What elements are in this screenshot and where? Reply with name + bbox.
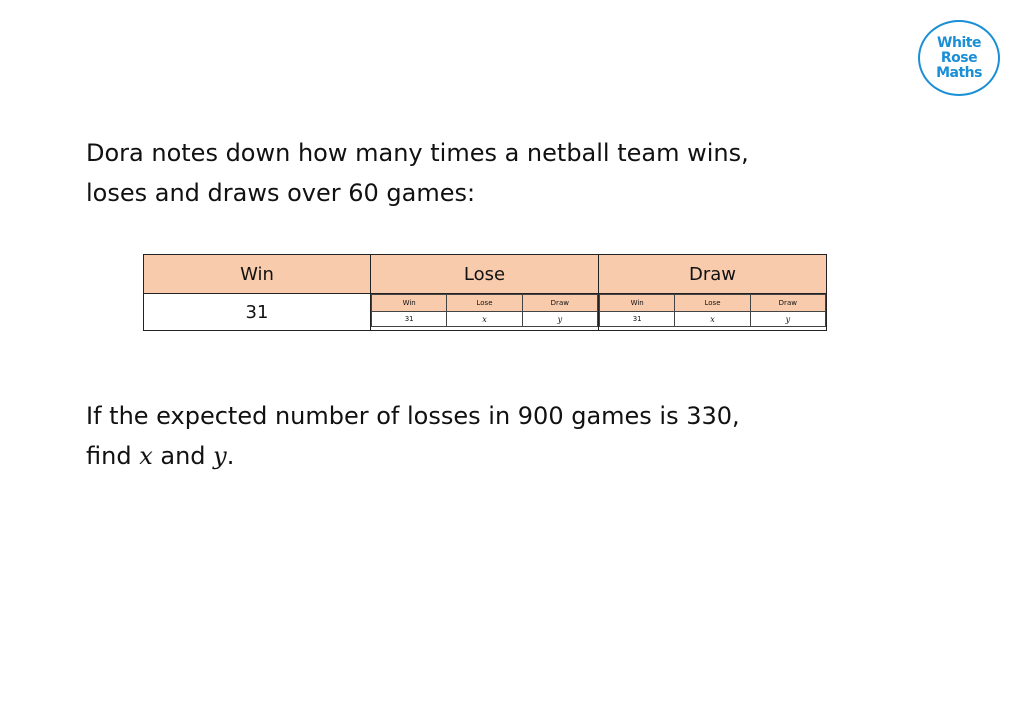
header-draw: Draw	[599, 255, 827, 294]
mini-2-header-draw: Draw	[750, 295, 825, 312]
variable-y: y	[213, 442, 227, 470]
draw-cell	[599, 294, 827, 331]
mini-table-1	[371, 294, 598, 327]
header-win: Win	[144, 255, 371, 294]
mini-2-header-lose: Lose	[675, 295, 750, 312]
intro-line-1: Dora notes down how many times a netball team wins,	[86, 139, 749, 167]
header-lose: Lose	[371, 255, 599, 294]
question-line-2-mid: and	[152, 442, 214, 470]
intro-line-2: loses and draws over 60 games:	[86, 179, 476, 207]
win-value: 31	[144, 294, 371, 331]
question-line-2-end: .	[226, 442, 235, 470]
mini-2-value-draw	[750, 312, 825, 327]
variable-x: x	[139, 442, 153, 470]
mini-1-value-lose	[447, 312, 522, 327]
mini-2-value-lose	[675, 312, 750, 327]
mini-2-value-win: 31	[600, 312, 675, 327]
results-table	[143, 254, 827, 331]
question-text	[86, 396, 740, 476]
mini-1-value-win: 31	[372, 312, 447, 327]
logo-text-line-3: Maths	[936, 64, 982, 81]
mini-1-var-y: y	[557, 314, 563, 324]
lose-cell	[371, 294, 599, 331]
mini-1-header-win: Win	[372, 295, 447, 312]
question-line-2-start: find	[86, 442, 140, 470]
logo-text-line-1: White	[937, 34, 981, 51]
white-rose-maths-logo	[918, 20, 1000, 96]
mini-2-header-win: Win	[600, 295, 675, 312]
mini-2-var-y: y	[785, 314, 791, 324]
mini-1-header-lose: Lose	[447, 295, 522, 312]
logo-text-line-2: Rose	[940, 49, 978, 66]
results-header-row	[144, 255, 827, 294]
mini-1-value-draw	[522, 312, 597, 327]
mini-table-2	[599, 294, 826, 327]
mini-2-var-x: x	[710, 314, 715, 324]
mini-1-var-x: x	[482, 314, 487, 324]
question-line-1: If the expected number of losses in 900 games is 330,	[86, 402, 740, 430]
mini-1-header-draw: Draw	[522, 295, 597, 312]
intro-text	[86, 133, 749, 213]
results-value-row	[144, 294, 827, 331]
